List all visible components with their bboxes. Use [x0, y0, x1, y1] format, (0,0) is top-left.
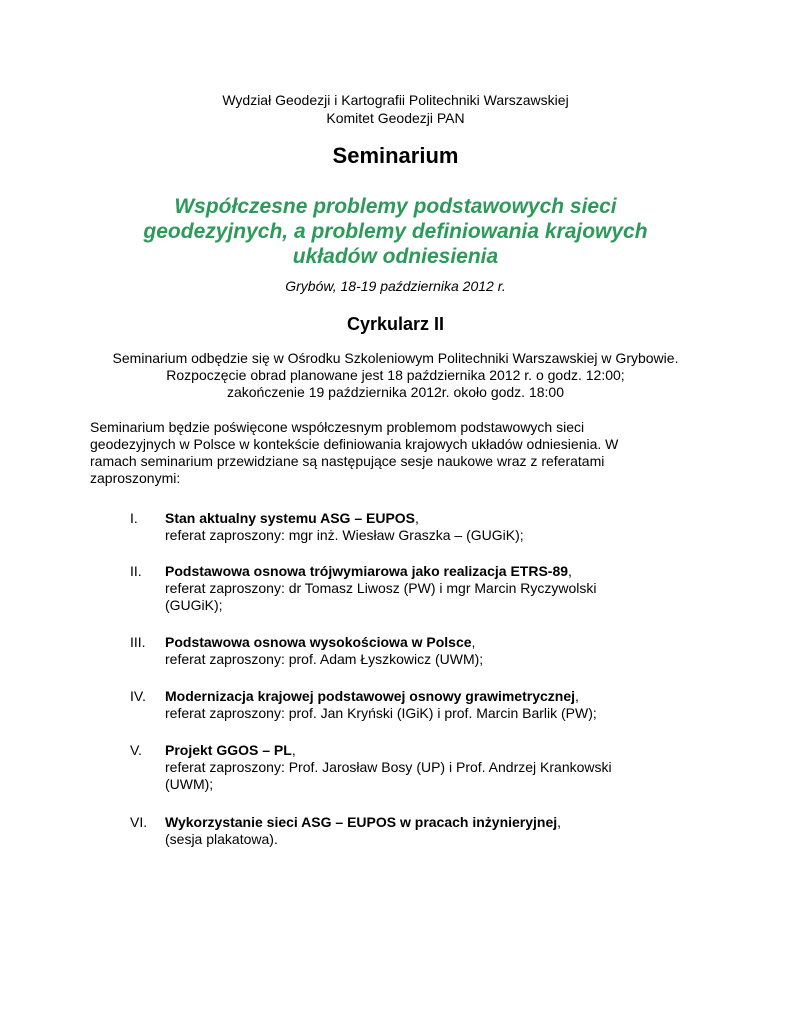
date-place: Grybów, 18-19 października 2012 r. [285, 278, 506, 294]
session-separator: , [415, 510, 419, 526]
seminar-title [100, 194, 691, 269]
session-detail: referat zaproszony: prof. Adam Łyszkowicz (UWM); [165, 651, 484, 667]
institution-header [0, 91, 791, 127]
institution-line: Komitet Geodezji PAN [326, 110, 465, 126]
intro-line: Seminarium będzie poświęcone współczesnym problemom podstawowych sieci [90, 419, 585, 435]
session-number: II. [130, 563, 142, 579]
intro-line: ramach seminarium przewidziane są następujące sesje naukowe wraz z referatami [90, 453, 605, 469]
session-detail: (GUGiK); [165, 597, 223, 613]
seminar-title-line: geodezyjnych, a problemy definiowania krajowych [143, 220, 648, 243]
session-topic: Stan aktualny systemu ASG – EUPOS [165, 510, 416, 526]
intro-paragraph [90, 419, 701, 487]
institution-line: Wydział Geodezji i Kartografii Politechniki Warszawskiej [222, 92, 569, 108]
session-number: III. [130, 634, 146, 650]
intro-line: zaproszonymi: [90, 470, 181, 486]
session-detail: (UWM); [165, 776, 214, 792]
session-separator: , [471, 634, 476, 650]
session-detail: referat zaproszony: Prof. Jarosław Bosy (UP) i Prof. Andrzej Krankowski [165, 759, 612, 775]
venue-info [60, 350, 731, 401]
session-number: I. [130, 510, 138, 526]
circular-title: Cyrkularz II [346, 314, 445, 334]
venue-line: Seminarium odbędzie się w Ośrodku Szkoleniowym Politechniki Warszawskiej w Grybowie. [112, 350, 679, 366]
session-detail: referat zaproszony: mgr inż. Wiesław Graszka – (GUGiK); [165, 527, 524, 543]
seminar-title-line: Współczesne problemy podstawowych sieci [174, 195, 617, 218]
seminar-title-line: układów odniesienia [292, 245, 499, 268]
venue-line: zakończenie 19 października 2012r. około godz. 18:00 [226, 384, 564, 400]
session-number: VI. [130, 814, 148, 830]
intro-line: geodezyjnych w Polsce w kontekście definiowania krajowych układów odniesienia. W [90, 436, 619, 452]
seminar-label: Seminarium [332, 143, 459, 168]
session-separator: , [568, 563, 572, 579]
session-topic: Wykorzystanie sieci ASG – EUPOS w pracach inżynieryjnej [165, 814, 558, 830]
session-separator: , [557, 814, 562, 830]
session-detail: referat zaproszony: dr Tomasz Liwosz (PW) i mgr Marcin Ryczywolski [165, 580, 597, 596]
session-detail: referat zaproszony: prof. Jan Kryński (IGiK) i prof. Marcin Barlik (PW); [165, 705, 597, 721]
session-separator: , [575, 688, 579, 704]
session-detail: (sesja plakatowa). [165, 831, 278, 847]
session-number: V. [130, 742, 142, 758]
session-topic: Projekt GGOS – PL [165, 742, 292, 758]
session-topic: Podstawowa osnowa wysokościowa w Polsce [165, 634, 472, 650]
session-number: IV. [130, 688, 146, 704]
session-topic: Podstawowa osnowa trójwymiarowa jako realizacja ETRS-89 [165, 563, 569, 579]
session-separator: , [291, 742, 296, 758]
session-topic: Modernizacja krajowej podstawowej osnowy grawimetrycznej [165, 688, 575, 704]
venue-line: Rozpoczęcie obrad planowane jest 18 października 2012 r. o godz. 12:00; [166, 367, 625, 383]
